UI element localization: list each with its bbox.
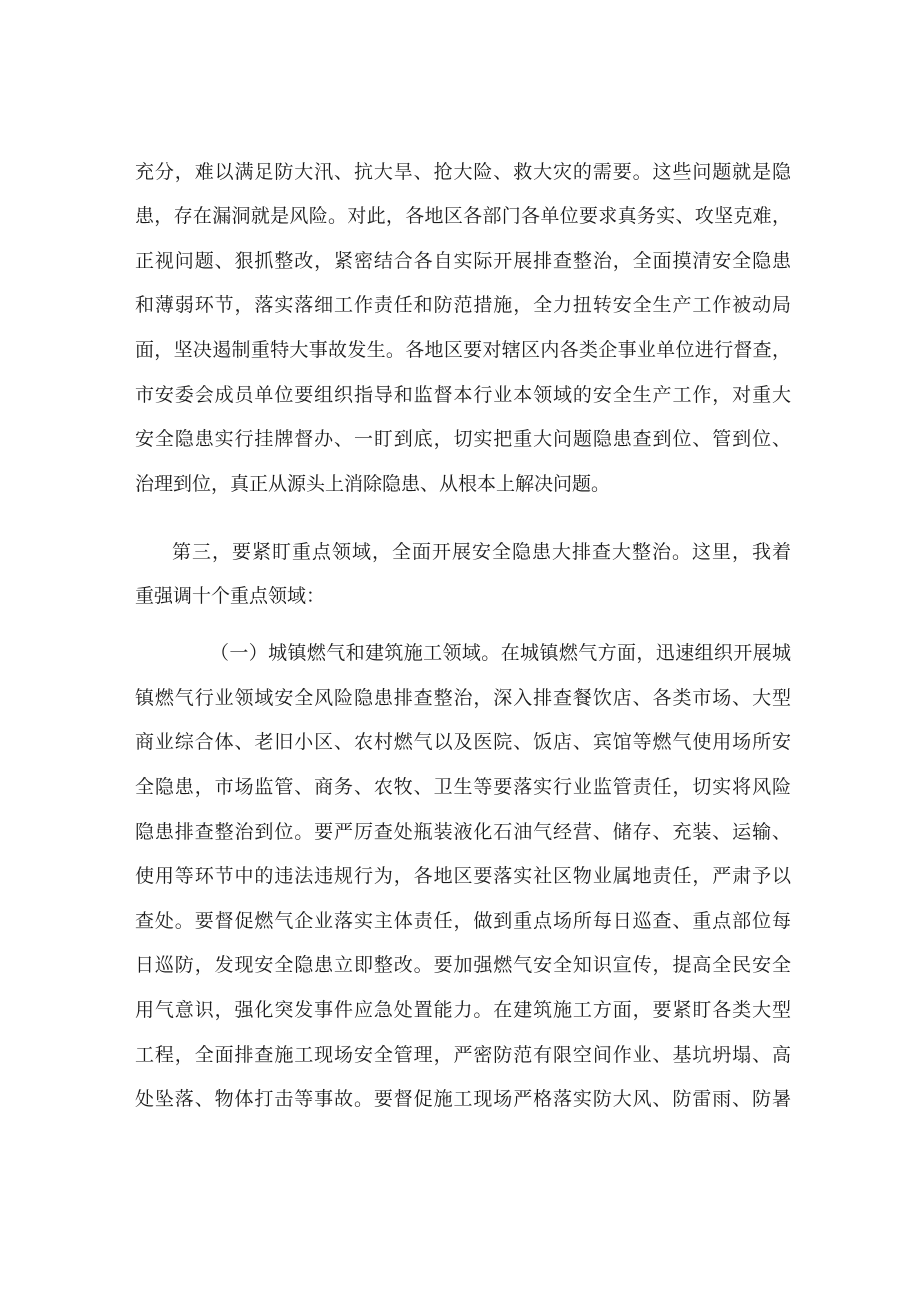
text-line: 市安委会成员单位要组织指导和监督本行业本领域的安全生产工作，对重大 xyxy=(135,384,791,406)
text-line: 治理到位，真正从源头上消除隐患、从根本上解决问题。 xyxy=(135,473,611,495)
text-line: 第三，要紧盯重点领域，全面开展安全隐患大排查大整治。这里，我着 xyxy=(172,541,791,563)
text-line: 镇燃气行业领域安全风险隐患排查整治，深入排查餐饮店、各类市场、大型 xyxy=(135,687,791,709)
text-line: 充分，难以满足防大汛、抗大旱、抢大险、救大灾的需要。这些问题就是隐 xyxy=(135,161,791,183)
text-line: 面，坚决遏制重特大事故发生。各地区要对辖区内各类企事业单位进行督查， xyxy=(135,339,791,361)
text-line: 日巡防，发现安全隐患立即整改。要加强燃气安全知识宣传，提高全民安全 xyxy=(135,954,791,976)
text-line: 全隐患，市场监管、商务、农牧、卫生等要落实行业监管责任，切实将风险 xyxy=(135,776,791,798)
text-line: 安全隐患实行挂牌督办、一盯到底，切实把重大问题隐患查到位、管到位、 xyxy=(135,428,791,450)
text-line: （一）城镇燃气和建筑施工领域。在城镇燃气方面，迅速组织开展城 xyxy=(210,642,791,664)
text-line: 查处。要督促燃气企业落实主体责任，做到重点场所每日巡查、重点部位每 xyxy=(135,910,791,932)
text-line: 患，存在漏洞就是风险。对此，各地区各部门各单位要求真务实、攻坚克难， xyxy=(135,205,791,227)
text-line: 用气意识，强化突发事件应急处置能力。在建筑施工方面，要紧盯各类大型 xyxy=(135,999,791,1021)
text-line: 工程，全面排查施工现场安全管理，严密防范有限空间作业、基坑坍塌、高 xyxy=(135,1044,791,1066)
text-line: 隐患排查整治到位。要严厉查处瓶装液化石油气经营、储存、充装、运输、 xyxy=(135,821,791,843)
text-line: 正视问题、狠抓整改，紧密结合各自实际开展排查整治，全面摸清安全隐患 xyxy=(135,250,791,272)
text-line: 和薄弱环节，落实落细工作责任和防范措施，全力扭转安全生产工作被动局 xyxy=(135,294,791,316)
text-line: 使用等环节中的违法违规行为，各地区要落实社区物业属地责任，严肃予以 xyxy=(135,865,791,887)
text-line: 商业综合体、老旧小区、农村燃气以及医院、饭店、宾馆等燃气使用场所安 xyxy=(135,731,791,753)
text-line: 处坠落、物体打击等事故。要督促施工现场严格落实防大风、防雷雨、防暑 xyxy=(135,1088,791,1110)
text-line: 重强调十个重点领域： xyxy=(135,585,326,607)
